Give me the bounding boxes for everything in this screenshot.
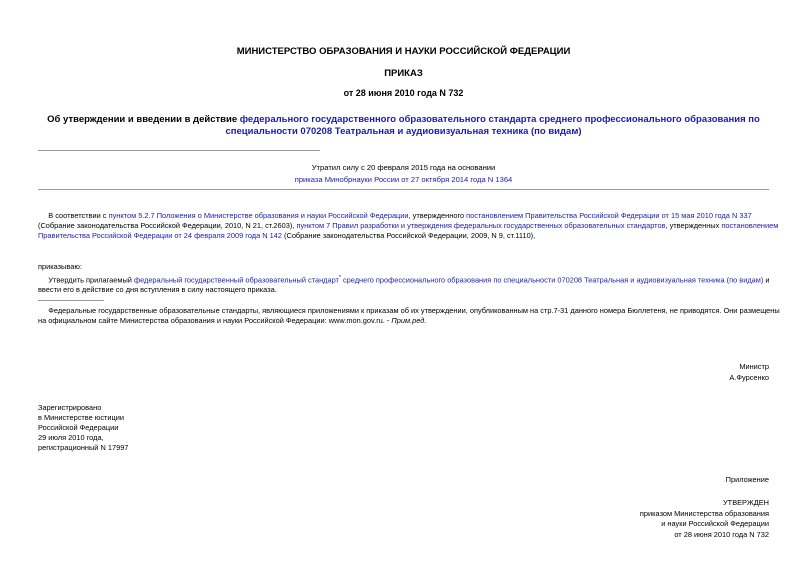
- editor-note: Прим.ред.: [391, 316, 427, 325]
- repeal-notice: Утратил силу с 20 февраля 2015 года на основании: [311, 163, 496, 172]
- standard-link[interactable]: федеральный государственный образовательный стандарт: [133, 275, 339, 285]
- rules-link[interactable]: пунктом 7 Правил разработки и утверждения федеральных государственных образовательных стандартов: [296, 221, 666, 230]
- notice-divider-top: [38, 150, 320, 151]
- approval-block: УТВЕРЖДЕН приказом Министерства образования и науки Российской Федерации от 28 июня 2010 года N 732: [639, 498, 769, 539]
- doc-date-number: от 28 июня 2010 года N 732: [343, 88, 464, 98]
- order-paragraph: Утвердить прилагаемый федеральный государственный образовательный стандарт* среднего профессионального образования по специальности 070208 Театральная и аудиовизуальная техника (по видам) и ввести его в действие со дня вступления в силу настоящего приказа.: [38, 275, 770, 295]
- notice-divider-bottom: [38, 189, 769, 190]
- resolution-2009-link-a[interactable]: постановлением: [721, 221, 779, 230]
- document-title: [0, 114, 807, 138]
- standard-specialty-link[interactable]: среднего профессионального образования по специальности 070208 Театральная и аудиовизуальная техника (по видам): [340, 275, 764, 285]
- title-standard-link[interactable]: федерального государственного образовательного стандарта среднего профессионального образования по: [239, 114, 760, 125]
- appendix-label: Приложение: [725, 475, 769, 484]
- registration-block: Зарегистрировано в Министерстве юстиции Российской Федерации 29 июля 2010 года, регистрационный N 17997: [38, 403, 129, 452]
- title-specialty-link[interactable]: специальности 070208 Театральная и аудиовизуальная техника (по видам): [225, 126, 582, 137]
- footnote: Федеральные государственные образовательные стандарты, являющиеся приложениями к приказам об их утверждении, опубликованным на стр.7-31 данного номера Бюллетеня, не приводятся. Они размещены на официальном сайте Министерства образования и науки Российской Федерации: www.mon.gov.ru. - Прим.ред.: [38, 306, 780, 325]
- doc-type-heading: ПРИКАЗ: [384, 68, 423, 79]
- government-resolution-link[interactable]: постановлением Правительства Российской Федерации от 15 мая 2010 года N 337: [466, 211, 752, 220]
- approved-label: УТВЕРЖДЕН: [722, 498, 769, 507]
- repeal-order-link[interactable]: приказа Минобрнауки России от 27 октября 2014 года N 1364: [294, 175, 513, 184]
- regulation-link[interactable]: пунктом 5.2.7 Положения о Министерстве образования и науки Российской Федерации: [108, 211, 409, 220]
- footnote-divider: [38, 300, 104, 301]
- ministry-heading: МИНИСТЕРСТВО ОБРАЗОВАНИЯ И НАУКИ РОССИЙСКОЙ ФЕДЕРАЦИИ: [236, 46, 571, 57]
- basis-paragraph: В соответствии с пунктом 5.2.7 Положения о Министерстве образования и науки Российской Федерации, утвержденного постановлением Правительства Российской Федерации от 15 мая 2010 года N 337 (Собрание законодательства Российской Федерации, 2010, N 21, ст.2603), пунктом 7 Правил разработки и утверждения федеральных государственных образовательных стандартов, утвержденных постановлением Правительства Российской Федерации от 24 февраля 2009 года N 142 (Собрание законодательства Российской Федерации, 2009, N 9, ст.1110),: [38, 211, 779, 240]
- signature-title: Министр: [739, 362, 769, 371]
- order-label: приказываю:: [38, 262, 82, 271]
- signature-name: А.Фурсенко: [729, 373, 769, 382]
- footnote-marker[interactable]: *: [338, 275, 341, 281]
- resolution-2009-link-b[interactable]: Правительства Российской Федерации от 24 февраля 2009 года N 142: [38, 231, 282, 240]
- title-prefix: Об утверждении и введении в действие: [47, 114, 240, 125]
